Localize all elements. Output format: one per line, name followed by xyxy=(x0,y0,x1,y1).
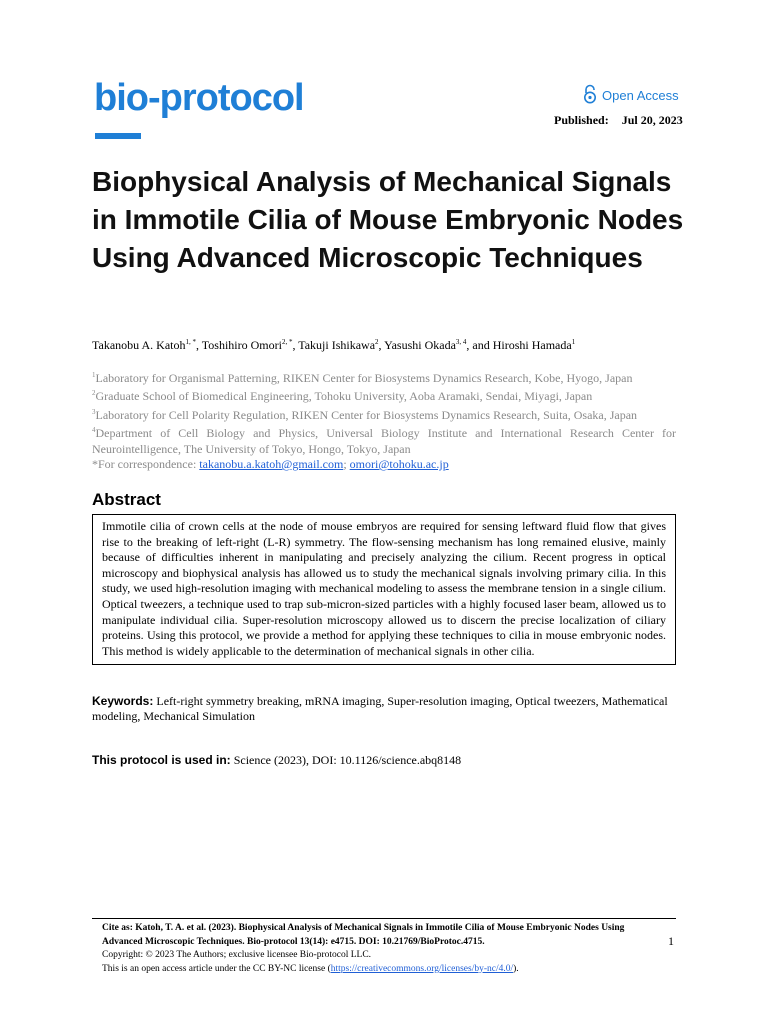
author-name: Yasushi Okada xyxy=(384,338,456,352)
author-affiliation-mark: 1, * xyxy=(185,338,196,346)
license-line: This is an open access article under the CC BY-NC license (https://creativecommons.org/licenses/by-nc/4.0/). xyxy=(102,963,519,974)
abstract-box: Immotile cilia of crown cells at the node of mouse embryos are required for sensing leftward fluid flow that gives rise to the breaking of left-right (L-R) symmetry. The flow-sensing mechanism has long remained elusive, mainly because of difficulties inherent in manipulating and precisely analyzing the cilium. Recent progress in optical microscopy and biophysical analysis has allowed us to study the mechanical signals involving primary cilia. In this study, we used high-resolution imaging with mechanical modeling to assess the membrane tension in a single cilium. Optical tweezers, a technique used to trap sub-micron-sized particles with a highly focused laser beam, allowed us to manipulate individual cilia. Super-resolution microscopy allowed us to discern the precise localization of ciliary proteins. Using this protocol, we provide a method for applying these techniques to cilia in mouse embryonic nodes. This method is widely applicable to the determination of mechanical signals in other cilia. xyxy=(92,514,676,665)
author-list: Takanobu A. Katoh$^{1, *}$, Toshihiro Omori$^{2, *}$, Takuji Ishikawa$^2$, Yasushi Okada$^{3, 4}$, and Hiroshi Hamada$^1$ xyxy=(92,338,576,352)
author-affiliation-mark: 2 xyxy=(375,338,379,346)
affiliation-item: $^4$Department of Cell Biology and Physics, Universal Biology Institute and International Research Center for Neurointelligence, The University of Tokyo, Hongo, Tokyo, Japan xyxy=(92,426,676,456)
author-affiliation-mark: 2, * xyxy=(281,338,293,346)
published-line xyxy=(554,113,683,128)
keywords-text: Left-right symmetry breaking, mRNA imaging, Super-resolution imaging, Optical tweezers, Mathematical modeling, Mechanical Simulation xyxy=(92,694,668,724)
author-name: Toshihiro Omori xyxy=(201,338,282,352)
open-access-label: Open Access xyxy=(602,88,679,103)
footer-divider xyxy=(92,918,676,919)
affiliation-item: $^3$Laboratory for Cell Polarity Regulation, RIKEN Center for Biosystems Dynamics Research, Suita, Osaka, Japan xyxy=(92,407,638,422)
keywords-label: Keywords: xyxy=(92,694,154,708)
citation-text: Cite as: Katoh, T. A. et al. (2023). Biophysical Analysis of Mechanical Signals in Immotile Cilia of Mouse Embryonic Nodes Using Advanced Microscopic Techniques. Bio-protocol 13(14): e4715. DOI: 10.21769/BioProtoc.4715. xyxy=(102,923,625,947)
email-link-omori[interactable]: omori@tohoku.ac.jp xyxy=(349,457,449,472)
affiliation-item: $^1$Laboratory for Organismal Patterning, RIKEN Center for Biosystems Dynamics Research, Kobe, Hyogo, Japan xyxy=(92,371,633,385)
affiliation-list xyxy=(92,368,676,472)
copyright-block xyxy=(102,949,662,976)
author-name: Hiroshi Hamada xyxy=(492,338,572,352)
keywords-line xyxy=(92,694,678,725)
protocol-used-line xyxy=(92,753,461,768)
published-label: Published: xyxy=(554,113,609,127)
open-lock-icon xyxy=(582,84,598,107)
published-date: Jul 20, 2023 xyxy=(621,113,683,127)
author-name: Takanobu A. Katoh xyxy=(92,338,186,352)
bio-protocol-logo[interactable]: bio-protocol xyxy=(94,77,304,119)
author-affiliation-mark: 3, 4 xyxy=(455,338,467,346)
abstract-heading: Abstract xyxy=(92,490,161,509)
author-name: Takuji Ishikawa xyxy=(298,338,376,352)
author-affiliation-mark: 1 xyxy=(571,338,576,346)
protocol-used-text: Science (2023), DOI: 10.1126/science.abq8148 xyxy=(230,753,462,767)
affiliation-item: $^2$Graduate School of Biomedical Engineering, Tohoku University, Aoba Aramaki, Sendai, Miyagi, Japan xyxy=(92,389,593,404)
correspondence-line: *For correspondence: takanobu.a.katoh@gmail.com; omori@tohoku.ac.jp xyxy=(92,457,449,472)
open-access-badge[interactable] xyxy=(582,84,679,107)
logo-underline xyxy=(95,133,141,139)
page-number: 1 xyxy=(668,934,674,948)
protocol-used-label: This protocol is used in: xyxy=(92,753,231,767)
copyright-line: Copyright: © 2023 The Authors; exclusive licensee Bio-protocol LLC. xyxy=(102,950,372,960)
article-title: Biophysical Analysis of Mechanical Signals in Immotile Cilia of Mouse Embryonic Nodes Using Advanced Microscopic Techniques xyxy=(92,166,684,273)
email-link-katoh[interactable]: takanobu.a.katoh@gmail.com xyxy=(199,457,344,472)
license-link[interactable]: https://creativecommons.org/licenses/by-nc/4.0/ xyxy=(330,963,514,974)
